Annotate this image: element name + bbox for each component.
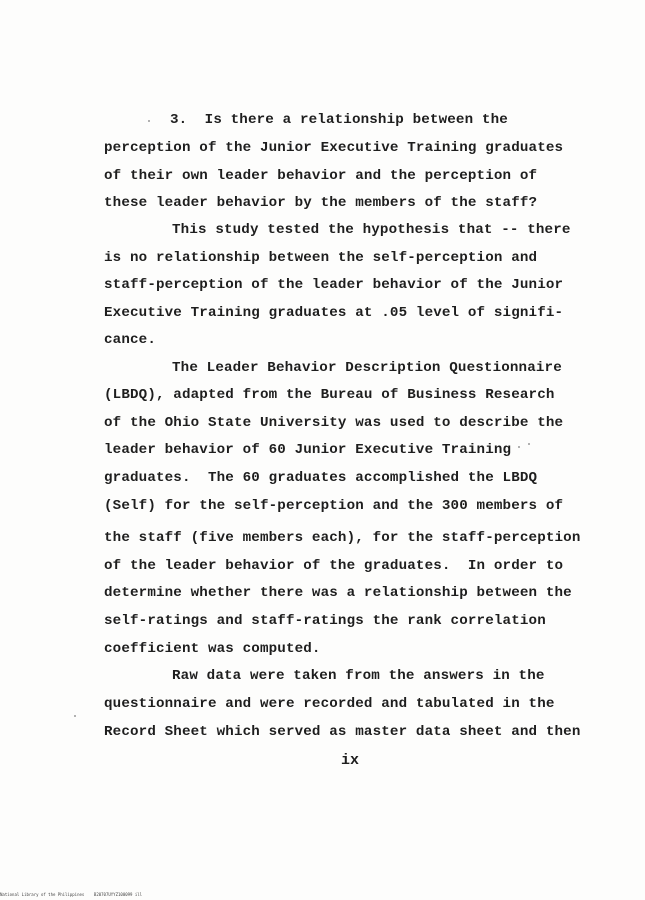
- text-line: of their own leader behavior and the perception of: [104, 168, 538, 184]
- text-line: coefficient was computed.: [104, 641, 321, 657]
- text-line: the staff (five members each), for the staff-perception: [104, 530, 581, 546]
- text-line: leader behavior of 60 Junior Executive Training: [104, 442, 512, 458]
- text-line: determine whether there was a relationship between the: [104, 585, 572, 601]
- text-line: these leader behavior by the members of the staff?: [104, 195, 538, 211]
- text-line: staff-perception of the leader behavior of the Junior: [104, 277, 564, 293]
- scan-speck: [148, 120, 150, 122]
- scan-speck: [74, 715, 76, 717]
- text-line: of the leader behavior of the graduates. In order to: [104, 558, 564, 574]
- text-line: The Leader Behavior Description Questionnaire: [172, 360, 562, 376]
- text-line: perception of the Junior Executive Training graduates: [104, 140, 564, 156]
- text-line: cance.: [104, 332, 156, 348]
- scan-speck: [528, 443, 530, 445]
- text-line: Raw data were taken from the answers in the: [172, 668, 545, 684]
- text-line: is no relationship between the self-perception and: [104, 250, 538, 266]
- text-line: questionnaire and were recorded and tabulated in the: [104, 696, 555, 712]
- scan-footer: National Library of the Philippines B20707UYYZ100099 ill: [0, 892, 143, 897]
- text-line: graduates. The 60 graduates accomplished the LBDQ: [104, 470, 538, 486]
- text-line: 3. Is there a relationship between the: [170, 112, 508, 128]
- text-line: Executive Training graduates at .05 level of signifi-: [104, 305, 564, 321]
- page-number: ix: [341, 752, 360, 769]
- text-line: (Self) for the self-perception and the 300 members of: [104, 498, 564, 514]
- text-line: Record Sheet which served as master data sheet and then: [104, 724, 581, 740]
- text-line: (LBDQ), adapted from the Bureau of Business Research: [104, 387, 555, 403]
- scan-speck: [518, 446, 520, 448]
- text-line: This study tested the hypothesis that -- there: [172, 222, 571, 238]
- text-line: of the Ohio State University was used to describe the: [104, 415, 564, 431]
- text-line: self-ratings and staff-ratings the rank correlation: [104, 613, 546, 629]
